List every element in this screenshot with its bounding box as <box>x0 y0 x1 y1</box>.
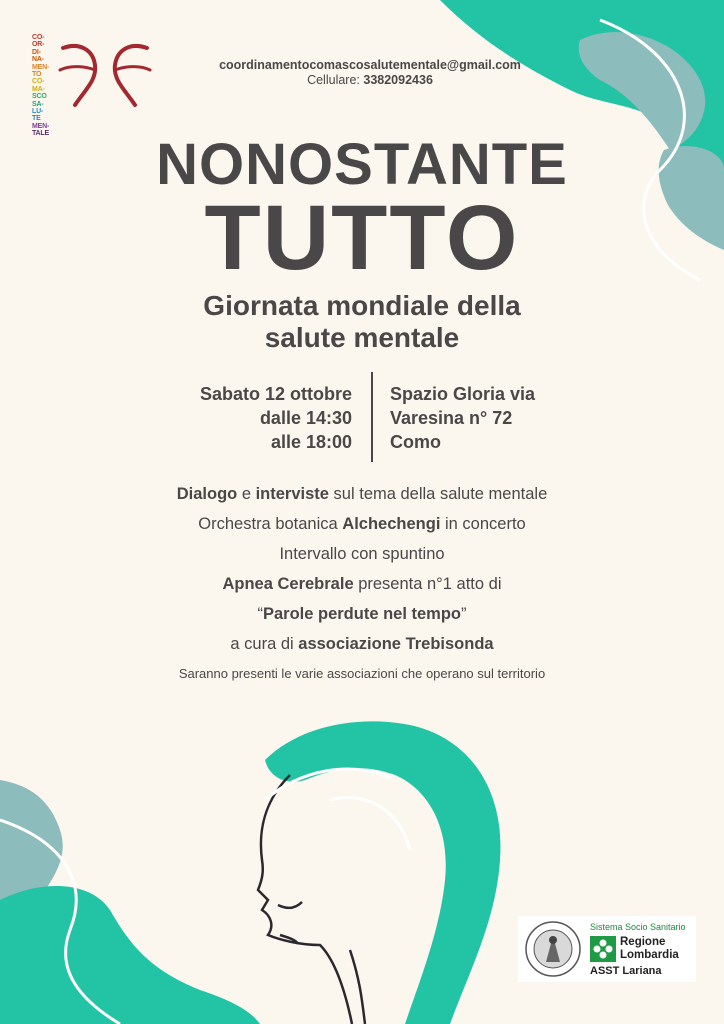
logo-line: NA- <box>32 56 44 64</box>
title-line-2: TUTTO <box>204 187 520 289</box>
program-note: Saranno presenti le varie associazioni che operano sul territorio <box>178 666 546 681</box>
program-bold: Parole perdute nel tempo <box>262 605 462 623</box>
logo-line: CO- <box>32 78 45 86</box>
logo-line: SCO <box>32 93 47 101</box>
event-time-to: alle 18:00 <box>270 432 352 452</box>
logo-line: TALE <box>32 130 49 138</box>
location-line-3: Como <box>390 432 441 452</box>
event-datetime <box>200 382 352 454</box>
subtitle-line-1: Giornata mondiale della <box>203 290 521 321</box>
program-text: a cura di <box>230 635 299 653</box>
program-text: in concerto <box>440 515 526 533</box>
contact-info <box>160 58 580 88</box>
bottom-left-teal-shape <box>0 886 260 1024</box>
phone-number[interactable]: 3382092436 <box>363 73 433 87</box>
program-text: sul tema della salute mentale <box>328 485 548 503</box>
logo-line: OR- <box>32 41 45 49</box>
program-bold: associazione Trebisonda <box>298 635 494 653</box>
logo-line: MEN- <box>32 63 50 71</box>
vertical-divider <box>371 372 373 462</box>
program-line-5 <box>0 604 724 624</box>
hair-white-line-2 <box>330 797 410 850</box>
quote-open: “ <box>257 605 263 623</box>
logo-line: SA- <box>32 100 44 108</box>
program-line-1 <box>0 484 724 504</box>
region-line-1: Regione <box>620 936 666 948</box>
logo-line: DI- <box>32 48 41 56</box>
program-line-3: Intervallo con spuntino <box>279 545 445 563</box>
program-bold: Alchechengi <box>342 515 441 533</box>
logo-line: MA- <box>32 85 45 93</box>
logo-line: TE <box>32 115 41 123</box>
face-eye <box>278 902 302 908</box>
program-text: e <box>237 485 256 503</box>
neck-line <box>350 950 365 1024</box>
program-bold: Apnea Cerebrale <box>222 575 354 593</box>
region-name <box>620 936 679 961</box>
logo-line: CO- <box>32 34 45 41</box>
phone-label: Cellulare: <box>307 73 360 87</box>
program-line-4 <box>0 574 724 594</box>
program-bold: interviste <box>255 485 329 503</box>
region-line-2: Lombardia <box>620 948 679 961</box>
program-line-2 <box>0 514 724 534</box>
program-line-6 <box>0 634 724 654</box>
event-time-from: dalle 14:30 <box>259 408 352 428</box>
logo-line: TO <box>32 71 42 79</box>
head-hair-shape <box>265 721 500 1024</box>
program-text: Orchestra botanica <box>198 515 343 533</box>
program-bold: Dialogo <box>176 485 238 503</box>
location-line-1: Spazio Gloria via <box>390 384 536 404</box>
event-location <box>390 382 535 454</box>
event-date: Sabato 12 ottobre <box>199 384 352 404</box>
lombardia-rose-icon <box>590 936 616 962</box>
system-label: Sistema Socio Sanitario <box>590 922 686 932</box>
phone-line <box>307 73 433 87</box>
location-line-2: Varesina n° 72 <box>390 408 513 428</box>
subtitle-line-2: salute mentale <box>264 322 460 353</box>
logo-line: LU- <box>32 108 44 116</box>
head-illustration <box>258 721 500 1024</box>
program-text: presenta n°1 atto di <box>353 575 502 593</box>
sponsor-logos <box>518 916 696 982</box>
asst-name: ASST Lariana <box>590 965 662 977</box>
organization-logo-mark <box>55 40 155 110</box>
subtitle <box>0 290 724 354</box>
title-line-1: NONOSTANTE <box>156 132 568 197</box>
logo-line: MEN- <box>32 122 50 130</box>
head-outline <box>258 775 352 1024</box>
email-address[interactable]: coordinamentocomascosalutementale@gmail.com <box>219 58 521 72</box>
quote-close: ” <box>461 605 467 623</box>
hospital-seal-icon <box>524 920 582 978</box>
